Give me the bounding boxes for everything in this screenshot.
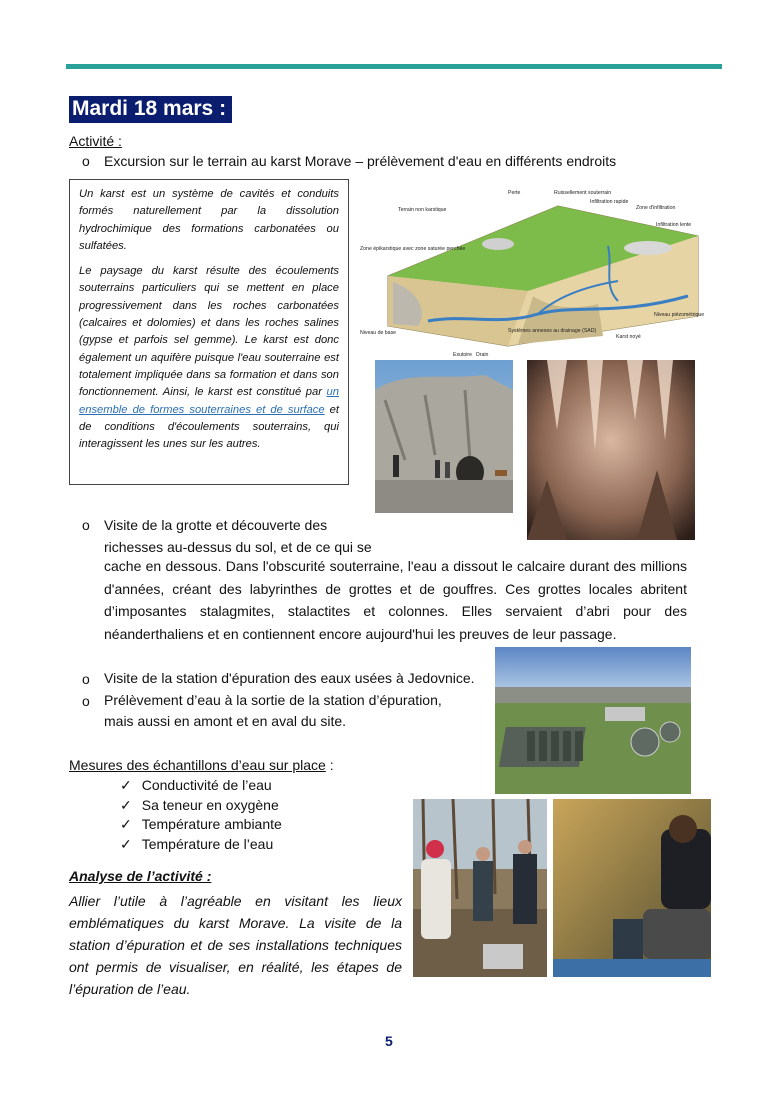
list-item bbox=[120, 835, 282, 855]
diagram-label-infiltration-lente: Infiltration lente bbox=[656, 222, 692, 228]
diagram-label-perte: Perte bbox=[508, 190, 521, 196]
karst-definition-p2 bbox=[79, 263, 339, 453]
cave-interior-photo bbox=[527, 360, 695, 540]
diagram-label-infiltration-rapide: Infiltration rapide bbox=[590, 199, 629, 205]
list-item bbox=[120, 776, 282, 796]
diagram-label-zone-infiltration: Zone d'infiltration bbox=[636, 205, 676, 211]
grotte-line1: Visite de la grotte et découverte des bbox=[104, 517, 328, 533]
grotte-paragraph: cache en dessous. Dans l'obscurité souterraine, l'eau a dissout le calcaire durant des millions d'années, créant des labyrinthes de grottes et de gouffres. Ces grottes locales abritent d’imposantes stalagmites, stalactites et colonnes. Elles servaient d’abri pour des néanderthaliens et en contiennent encore aujourd'hui les preuves de leur passage. bbox=[104, 558, 687, 642]
diagram-label-zone-epikarstique: Zone épikarstique avec zone saturée perchée bbox=[360, 246, 466, 252]
list-item bbox=[120, 796, 282, 816]
page-title: Mardi 18 mars : bbox=[69, 96, 232, 123]
mesures-list bbox=[120, 776, 282, 854]
diagram-label-ruissellement: Ruissellement souterrain bbox=[554, 190, 612, 196]
checkmark-icon: ✓ bbox=[120, 835, 132, 852]
water-measurement-photo bbox=[553, 799, 711, 977]
header-rule bbox=[66, 64, 722, 69]
diagram-label-terrain-non-karstique: Terrain non karstique bbox=[398, 207, 447, 213]
karst-link[interactable]: un ensemble de formes souterraines et de surface bbox=[79, 386, 339, 416]
list-item-label: Température ambiante bbox=[141, 816, 282, 832]
analyse-title: Analyse de l’activité : bbox=[69, 868, 212, 884]
activite-label: Activité : bbox=[69, 133, 122, 149]
bullet-circle-icon: o bbox=[82, 517, 90, 533]
station-item-visite: Visite de la station d'épuration des eaux usées à Jedovnice. bbox=[104, 670, 475, 686]
diagram-label-exutoire: Exutoire bbox=[453, 352, 473, 358]
diagram-label-drain: Drain bbox=[476, 352, 489, 358]
list-item-label: Température de l’eau bbox=[141, 835, 274, 852]
checkmark-icon: ✓ bbox=[120, 816, 132, 832]
karst-diagram-svg bbox=[358, 186, 712, 358]
station-item-prelevement-line1: Prélèvement d’eau à la sortie de la station d’épuration, bbox=[104, 692, 442, 708]
list-item-label: Sa teneur en oxygène bbox=[141, 796, 279, 813]
karst-p2-tail: et de conditions d'écoulements souterrains, qui interagissent les unes sur les autres. bbox=[79, 403, 339, 451]
diagram-label-niveau-piezometrique: Niveau piézométrique bbox=[654, 312, 705, 318]
analyse-text: Allier l’utile à l’agréable en visitant les lieux emblématiques du karst Morave. La visite de la station d’épuration et de ses installations techniques ont permis de visualiser, en réalité, les étapes de l’épuration de l’eau. bbox=[69, 893, 402, 997]
mesures-heading bbox=[69, 755, 334, 775]
activite-item-excursion: Excursion sur le terrain au karst Morave – prélèvement d'eau en différents endroits bbox=[104, 153, 617, 169]
bullet-circle-icon: o bbox=[82, 671, 90, 687]
karst-diagram bbox=[358, 186, 712, 358]
cave-entrance-photo bbox=[375, 360, 513, 513]
checkmark-icon: ✓ bbox=[120, 777, 132, 793]
station-item-prelevement-line2: mais aussi en amont et en aval du site. bbox=[104, 713, 347, 729]
page-number: 5 bbox=[385, 1033, 393, 1049]
bullet-circle-icon: o bbox=[82, 693, 90, 709]
mesures-label: Mesures des échantillons d’eau sur place bbox=[69, 757, 326, 773]
list-item bbox=[120, 815, 282, 835]
karst-definition-p1: Un karst est un système de cavités et conduits formés naturellement par la dissolution hydrochimique des formations carbonatées ou sulfatées. bbox=[79, 188, 339, 252]
karst-definition-box bbox=[69, 179, 349, 485]
grotte-line2: richesses au-dessus du sol, et de ce qui se bbox=[104, 539, 372, 555]
bullet-circle-icon: o bbox=[82, 153, 90, 169]
diagram-label-systemes-annexes: Systèmes annexes au drainage (SAD) bbox=[508, 328, 597, 334]
checkmark-icon: ✓ bbox=[120, 796, 132, 813]
diagram-label-karst-noye: Karst noyé bbox=[616, 334, 641, 340]
mesures-suffix: : bbox=[325, 757, 334, 773]
diagram-label-niveau-de-base: Niveau de base bbox=[360, 330, 397, 336]
karst-p2-text: Le paysage du karst résulte des écoulements souterrains particuliers qui se mettent en place progressivement dans les roches carbonatées (calcaires et dolomies) et dans les roches salines (gypse et parfois sel gemme). Le karst est donc également un aquifère puisque l'eau souterraine est totalement impliquée dans sa formation et dans son fonctionnement. Ainsi, le karst est constitué par bbox=[79, 265, 339, 399]
treatment-plant-photo bbox=[495, 647, 691, 794]
list-item-label: Conductivité de l’eau bbox=[141, 777, 272, 793]
students-forest-photo bbox=[413, 799, 547, 977]
